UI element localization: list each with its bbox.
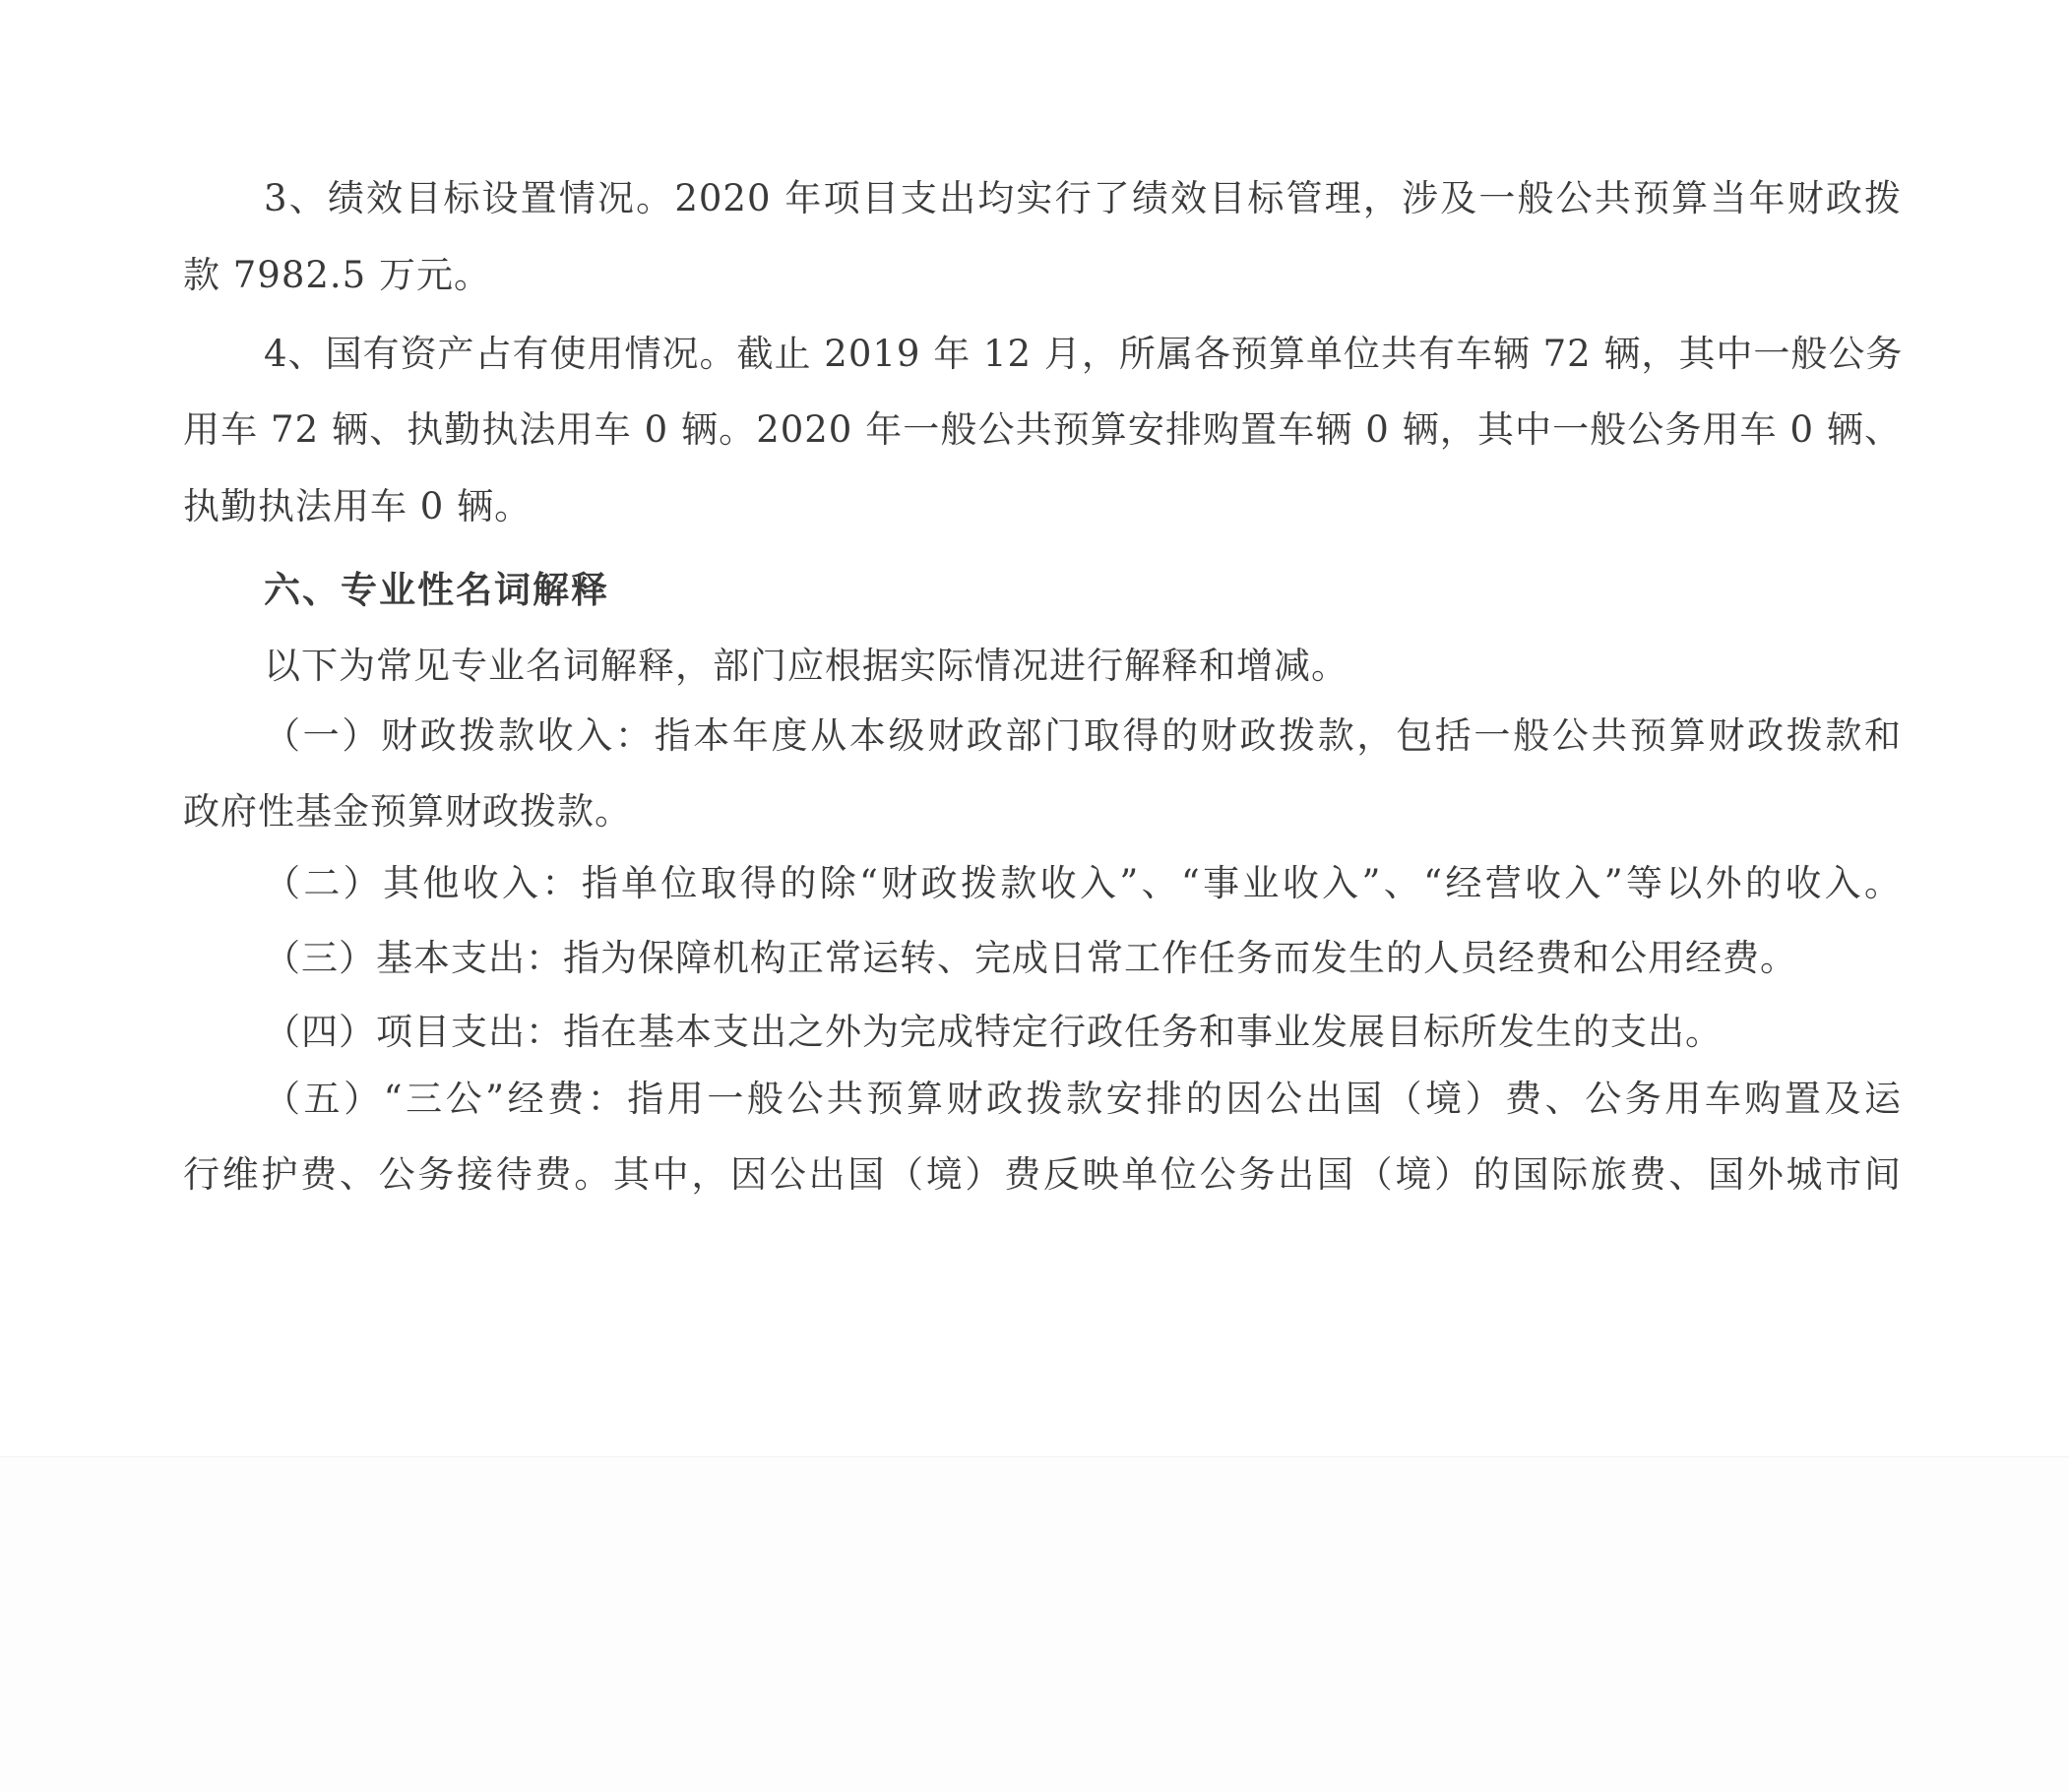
paragraph-line-three-public: （五）“三公”经费：指用一般公共预算财政拨款安排的因公出国（境）费、公务用车购置及运 (264, 1078, 1902, 1120)
paragraph-line-project-expenditure: （四）项目支出：指在基本支出之外为完成特定行政任务和事业发展目标所发生的支出。 (264, 1011, 1723, 1053)
paragraph-line-performance-goals: 3、绩效目标设置情况。2020 年项目支出均实行了绩效目标管理，涉及一般公共预算当年财政拨 (264, 177, 1902, 219)
paragraph-line-performance-goals-cont: 款 7982.5 万元。 (183, 254, 491, 296)
paragraph-line-terms-intro: 以下为常见专业名词解释，部门应根据实际情况进行解释和增减。 (264, 645, 1348, 687)
paragraph-line-three-public-cont: 行维护费、公务接待费。其中，因公出国（境）费反映单位公务出国（境）的国际旅费、国外城市间 (183, 1153, 1902, 1196)
paragraph-line-state-assets-end: 执勤执法用车 0 辆。 (183, 485, 533, 527)
section-heading-terms: 六、专业性名词解释 (264, 569, 609, 611)
page-bottom-margin (0, 1456, 2069, 1792)
paragraph-line-fiscal-income: （一）财政拨款收入：指本年度从本级财政部门取得的财政拨款，包括一般公共预算财政拨款和 (264, 714, 1902, 757)
paragraph-line-other-income: （二）其他收入：指单位取得的除“财政拨款收入”、“事业收入”、“经营收入”等以外的收入。 (264, 862, 1902, 904)
paragraph-line-fiscal-income-cont: 政府性基金预算财政拨款。 (183, 790, 632, 833)
paragraph-line-state-assets: 4、国有资产占有使用情况。截止 2019 年 12 月，所属各预算单位共有车辆 72 辆，其中一般公务 (264, 333, 1904, 375)
paragraph-line-basic-expenditure: （三）基本支出：指为保障机构正常运转、完成日常工作任务而发生的人员经费和公用经费。 (264, 937, 1797, 979)
paragraph-line-state-assets-cont: 用车 72 辆、执勤执法用车 0 辆。2020 年一般公共预算安排购置车辆 0 辆，其中一般公务用车 0 辆、 (183, 408, 1902, 451)
